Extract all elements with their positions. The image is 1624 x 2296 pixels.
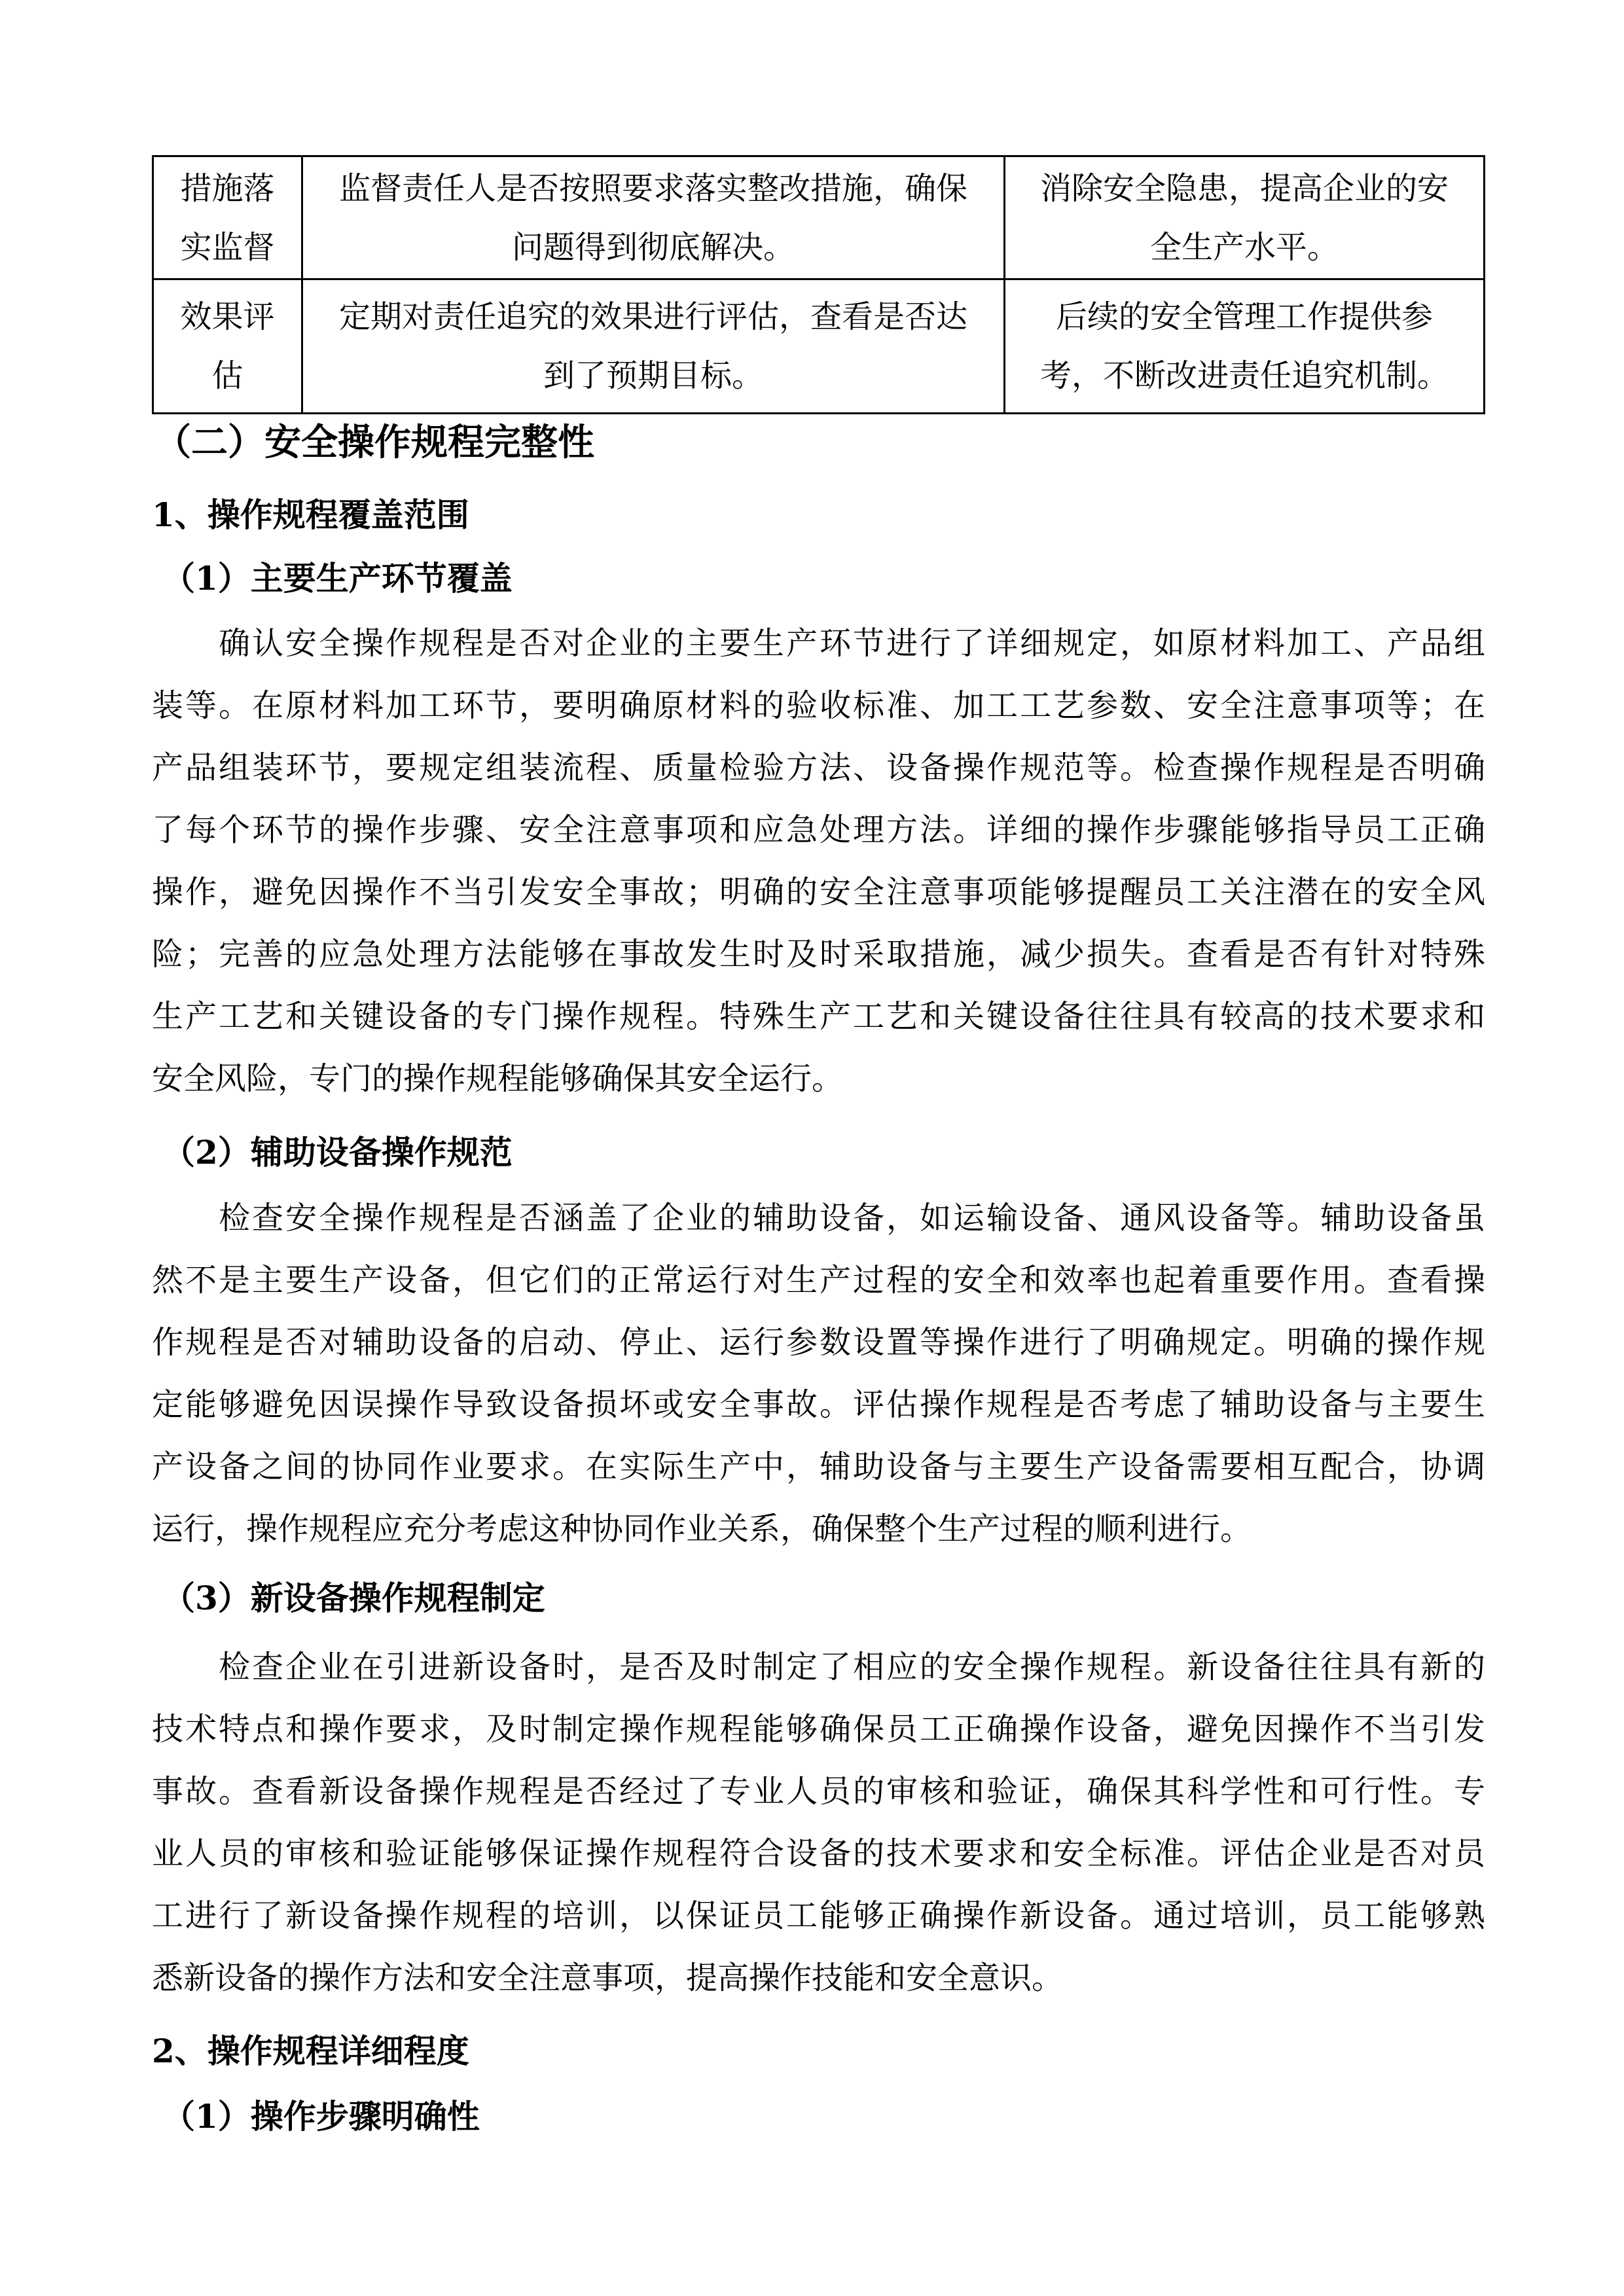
paragraph-line: 然不是主要生产设备，但它们的正常运行对生产过程的安全和效率也起着重要作用。查看操: [152, 1262, 1485, 1299]
subsection-title: 2、操作规程详细程度: [152, 2032, 469, 2070]
paragraph: [152, 1187, 1485, 1560]
table-cell: [153, 279, 302, 414]
paragraph-line: 产设备之间的协同作业要求。在实际生产中，辅助设备与主要生产设备需要相互配合，协调: [152, 1448, 1485, 1485]
paragraph-line: 了每个环节的操作步骤、安全注意事项和应急处理方法。详细的操作步骤能够指导员工正确: [152, 812, 1485, 848]
table-cell: [1005, 279, 1485, 414]
paragraph: [152, 1636, 1485, 2009]
table-cell: [153, 156, 302, 279]
paragraph-line: 确认安全操作规程是否对企业的主要生产环节进行了详细规定，如原材料加工、产品组: [219, 625, 1485, 662]
table-cell: [302, 279, 1005, 414]
cell-text: 效果评: [180, 298, 275, 335]
responsibility-table: [152, 155, 1485, 414]
paragraph-line: 安全风险，专门的操作规程能够确保其安全运行。: [152, 1060, 844, 1097]
paragraph-line: 悉新设备的操作方法和安全注意事项，提高操作技能和安全意识。: [152, 1960, 1064, 1996]
paragraph-line: 生产工艺和关键设备的专门操作规程。特殊生产工艺和关键设备往往具有较高的技术要求和: [152, 998, 1485, 1035]
table-row: [153, 156, 1485, 279]
paragraph: [152, 613, 1485, 1110]
paragraph-line: 工进行了新设备操作规程的培训，以保证员工能够正确操作新设备。通过培训，员工能够熟: [152, 1897, 1485, 1934]
paragraph-line: 技术特点和操作要求，及时制定操作规程能够确保员工正确操作设备，避免因操作不当引发: [152, 1711, 1485, 1748]
paragraph-line: 事故。查看新设备操作规程是否经过了专业人员的审核和验证，确保其科学性和可行性。专: [152, 1773, 1485, 1810]
cell-text: 措施落: [180, 170, 275, 207]
table-cell: [1005, 156, 1485, 279]
paragraph-line: 运行，操作规程应充分考虑这种协同作业关系，确保整个生产过程的顺利进行。: [152, 1511, 1252, 1547]
item-title: （2）辅助设备操作规范: [162, 1133, 513, 1172]
item-title: （1）主要生产环节覆盖: [162, 559, 513, 598]
paragraph-line: 装等。在原材料加工环节，要明确原材料的验收标准、加工工艺参数、安全注意事项等；在: [152, 687, 1485, 724]
cell-text: 考，不断改进责任追究机制。: [1039, 357, 1449, 394]
paragraph-line: 作规程是否对辅助设备的启动、停止、运行参数设置等操作进行了明确规定。明确的操作规: [152, 1324, 1485, 1361]
cell-text: 监督责任人是否按照要求落实整改措施，确保: [338, 170, 967, 207]
subsection-title: 1、操作规程覆盖范围: [152, 495, 469, 534]
paragraph-line: 产品组装环节，要规定组装流程、质量检验方法、设备操作规范等。检查操作规程是否明确: [152, 749, 1485, 786]
paragraph-line: 检查安全操作规程是否涵盖了企业的辅助设备，如运输设备、通风设备等。辅助设备虽: [219, 1200, 1485, 1236]
paragraph-line: 定能够避免因误操作导致设备损坏或安全事故。评估操作规程是否考虑了辅助设备与主要生: [152, 1386, 1485, 1423]
cell-text: 定期对责任追究的效果进行评估，查看是否达: [338, 298, 967, 335]
section-title: （二）安全操作规程完整性: [154, 421, 594, 464]
cell-text: 估: [211, 357, 244, 394]
item-title: （3）新设备操作规程制定: [162, 1579, 545, 1617]
cell-text: 实监督: [180, 228, 275, 266]
paragraph-line: 险；完善的应急处理方法能够在事故发生时及时采取措施，减少损失。查看是否有针对特殊: [152, 936, 1485, 973]
cell-text: 后续的安全管理工作提供参: [1055, 298, 1433, 335]
item-title: （1）操作步骤明确性: [162, 2097, 480, 2136]
table-cell: [302, 156, 1005, 279]
paragraph-line: 检查企业在引进新设备时，是否及时制定了相应的安全操作规程。新设备往往具有新的: [219, 1649, 1485, 1685]
cell-text: 全生产水平。: [1149, 228, 1339, 266]
paragraph-line: 操作，避免因操作不当引发安全事故；明确的安全注意事项能够提醒员工关注潜在的安全风: [152, 874, 1485, 910]
cell-text: 到了预期目标。: [543, 357, 763, 394]
cell-text: 问题得到彻底解决。: [511, 228, 795, 266]
paragraph-line: 业人员的审核和验证能够保证操作规程符合设备的技术要求和安全标准。评估企业是否对员: [152, 1835, 1485, 1872]
cell-text: 消除安全隐患，提高企业的安: [1039, 170, 1449, 207]
table-row: [153, 279, 1485, 414]
